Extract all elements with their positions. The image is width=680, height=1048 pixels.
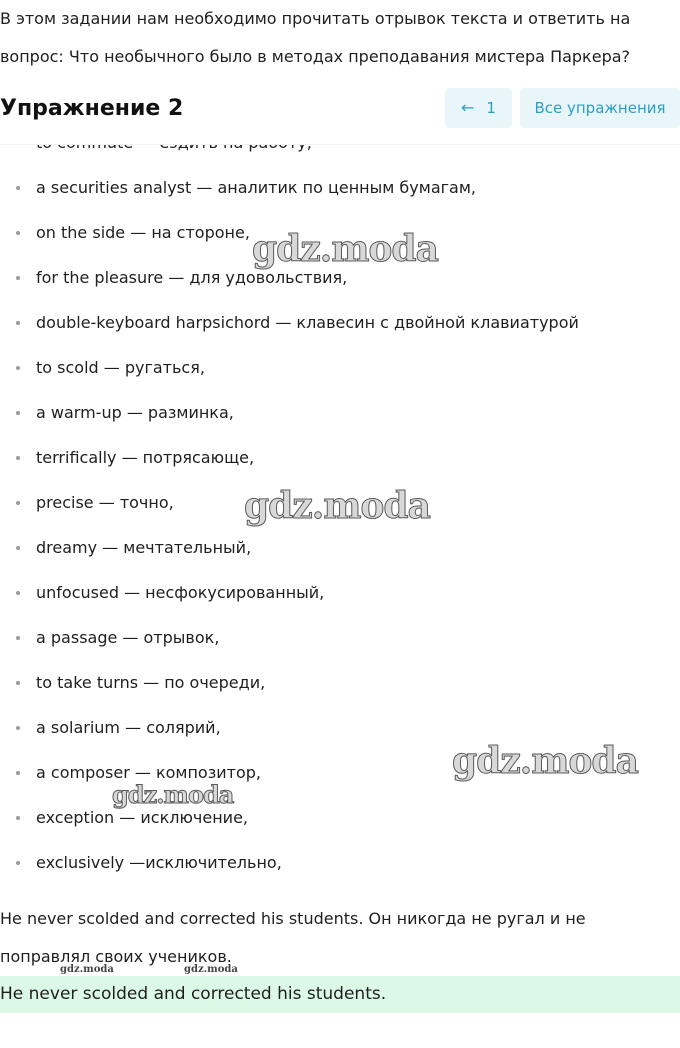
watermark-logo: gdz.moda (244, 485, 430, 527)
vocab-entry: precise — точно, (36, 493, 174, 512)
list-item (0, 570, 680, 615)
list-item (0, 750, 680, 795)
vocab-entry: to take turns — по очереди, (36, 673, 266, 692)
bullet-icon (16, 501, 20, 505)
bullet-icon (16, 546, 20, 550)
list-item (0, 525, 680, 570)
bullet-icon (16, 366, 20, 370)
vocab-entry: double-keyboard harpsichord — клавесин с двойной клавиатурой (36, 313, 579, 332)
vocab-entry: a warm-up — разминка, (36, 403, 234, 422)
list-item (0, 840, 680, 885)
bullet-icon (16, 231, 20, 235)
list-item (0, 390, 680, 435)
bullet-icon (16, 861, 20, 865)
vocab-entry: a solarium — солярий, (36, 718, 221, 737)
previous-exercise-button[interactable] (445, 88, 512, 128)
vocab-entry: for the pleasure — для удовольствия, (36, 268, 348, 287)
vocab-entry: a composer — композитор, (36, 763, 261, 782)
bullet-icon (16, 321, 20, 325)
vocab-entry: on the side — на стороне, (36, 223, 250, 242)
answer-text: He never scolded and corrected his students. Он никогда не ругал и не поправлял своих учеников. (0, 909, 586, 966)
watermark-logo: gdz.moda (60, 964, 114, 975)
vocab-entry: exclusively —исключительно, (36, 853, 282, 872)
watermark-logo: gdz.moda (452, 740, 638, 782)
bullet-icon (16, 816, 20, 820)
list-item (0, 435, 680, 480)
list-item (0, 210, 680, 255)
vocab-entry: a passage — отрывок, (36, 628, 220, 647)
arrow-left-icon: ← (461, 98, 475, 117)
list-item (0, 795, 680, 840)
list-item (0, 165, 680, 210)
watermark-logo: gdz.moda (184, 964, 238, 975)
all-exercises-button[interactable]: Все упражнения (520, 88, 680, 128)
list-item (0, 300, 680, 345)
answer-highlight: He never scolded and corrected his students. (0, 976, 680, 1013)
bullet-icon (16, 636, 20, 640)
vocab-entry: to scold — ругаться, (36, 358, 205, 377)
bullet-icon (16, 186, 20, 190)
vocab-entry: terrifically — потрясающе, (36, 448, 255, 467)
bullet-icon (16, 591, 20, 595)
watermark-logo: gdz.moda (112, 780, 234, 809)
list-item (0, 345, 680, 390)
bullet-icon (16, 726, 20, 730)
vocab-entry: a securities analyst — аналитик по ценным бумагам, (36, 178, 476, 197)
list-item (0, 660, 680, 705)
vocab-entry: dreamy — мечтательный, (36, 538, 252, 557)
bullet-icon (16, 411, 20, 415)
exercise-header (0, 80, 680, 145)
watermark-logo: gdz.moda (252, 228, 438, 270)
list-item (0, 480, 680, 525)
bullet-icon (16, 456, 20, 460)
vocab-entry: unfocused — несфокусированный, (36, 583, 325, 602)
bullet-icon (16, 771, 20, 775)
vocabulary-list (0, 120, 680, 885)
list-item (0, 255, 680, 300)
previous-exercise-label: 1 (486, 99, 496, 117)
bullet-icon (16, 276, 20, 280)
vocab-entry: exception — исключение, (36, 808, 249, 827)
task-description: В этом задании нам необходимо прочитать отрывок текста и ответить на вопрос: Что необычного было в методах преподавания мистера Паркера? (0, 9, 631, 66)
exercise-title: Упражнение 2 (0, 96, 184, 121)
bullet-icon (16, 681, 20, 685)
list-item (0, 615, 680, 660)
list-item (0, 705, 680, 750)
